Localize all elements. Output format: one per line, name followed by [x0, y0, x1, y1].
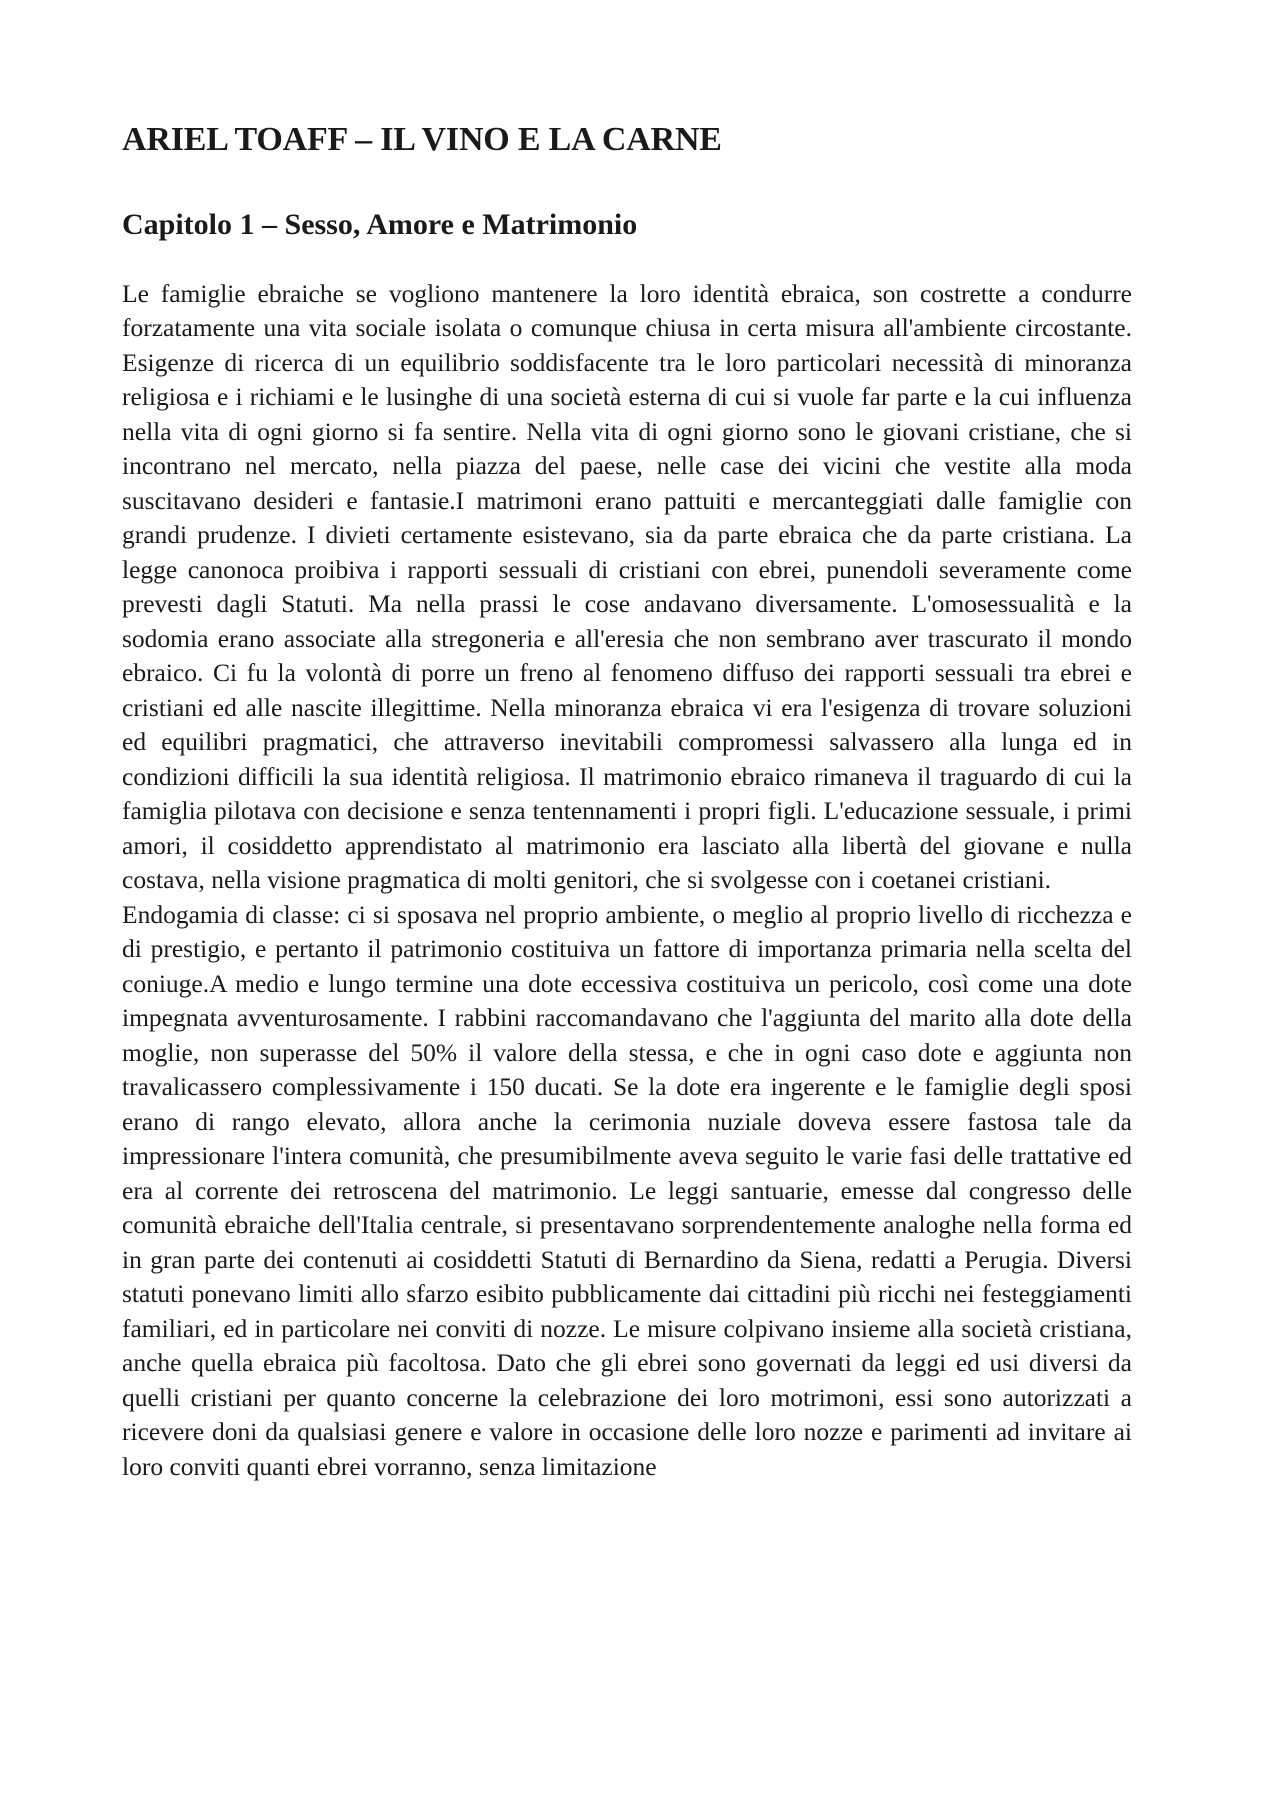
chapter-title: Capitolo 1 – Sesso, Amore e Matrimonio — [122, 207, 638, 241]
document-title: ARIEL TOAFF – IL VINO E LA CARNE — [122, 121, 722, 158]
body-paragraph-1: Le famiglie ebraiche se vogliono mantenere la loro identità ebraica, son costrette a condurre forzatamente una vita sociale isolata o comunque chiusa in certa misura all'ambiente circostante. Esigenze di ricerca di un equilibrio soddisfacente tra le loro particolari necessità di minoranza religiosa e i richiami e le lusinghe di una società esterna di cui si vuole far parte e la cui influenza nella vita di ogni giorno si fa sentire. Nella vita di ogni giorno sono le giovani cristiane, che si incontrano nel mercato, nella piazza del paese, nelle case dei vicini che vestite alla moda suscitavano desideri e fantasie.I matrimoni erano pattuiti e mercanteggiati dalle famiglie con grandi prudenze. I divieti certamente esistevano, sia da parte ebraica che da parte cristiana. La legge canonoca proibiva i rapporti sessuali di cristiani con ebrei, punendoli severamente come prevesti dagli Statuti. Ma nella prassi le cose andavano diversamente. L'omosessualità e la sodomia erano associate alla stregoneria e all'eresia che non sembrano aver trascurato il mondo ebraico. Ci fu la volontà di porre un freno al fenomeno diffuso dei rapporti sessuali tra ebrei e cristiani ed alle nascite illegittime. Nella minoranza ebraica vi era l'esigenza di trovare soluzioni ed equilibri pragmatici, che attraverso inevitabili compromessi salvassero alla lunga ed in condizioni difficili la sua identità religiosa. Il matrimonio ebraico rimaneva il traguardo di cui la famiglia pilotava con decisione e senza tentennamenti i propri figli. L'educazione sessuale, i primi amori, il cosiddetto apprendistato al matrimonio era lasciato alla libertà del giovane e nulla costava, nella visione pragmatica di molti genitori, che si svolgesse con i coetanei cristiani. — [122, 278, 1132, 895]
body-paragraph-2: Endogamia di classe: ci si sposava nel proprio ambiente, o meglio al proprio livello di ricchezza e di prestigio, e pertanto il patrimonio costituiva un fattore di importanza primaria nella scelta del coniuge.A medio e lungo termine una dote eccessiva costituiva un pericolo, così come una dote impegnata avventurosamente. I rabbini raccomandavano che l'aggiunta del marito alla dote della moglie, non superasse del 50% il valore della stessa, e che in ogni caso dote e aggiunta non travalicassero complessivamente i 150 ducati. Se la dote era ingerente e le famiglie degli sposi erano di rango elevato, allora anche la cerimonia nuziale doveva essere fastosa tale da impressionare l'intera comunità, che presumibilmente aveva seguito le varie fasi delle trattative ed era al corrente dei retroscena del matrimonio. Le leggi santuarie, emesse dal congresso delle comunità ebraiche dell'Italia centrale, si presentavano sorprendentemente analoghe nella forma ed in gran parte dei contenuti ai cosiddetti Statuti di Bernardino da Siena, redatti a Perugia. Diversi statuti ponevano limiti allo sfarzo esibito pubblicamente dai cittadini più ricchi nei festeggiamenti familiari, ed in particolare nei conviti di nozze. Le misure colpivano insieme alla società cristiana, anche quella ebraica più facoltosa. Dato che gli ebrei sono governati da leggi ed usi diversi da quelli cristiani per quanto concerne la celebrazione dei loro motrimoni, essi sono autorizzati a ricevere doni da qualsiasi genere e valore in occasione delle loro nozze e parimenti ad invitare ai loro conviti quanti ebrei vorranno, senza limitazione — [122, 899, 1132, 1481]
document-page — [122, 120, 1132, 1484]
